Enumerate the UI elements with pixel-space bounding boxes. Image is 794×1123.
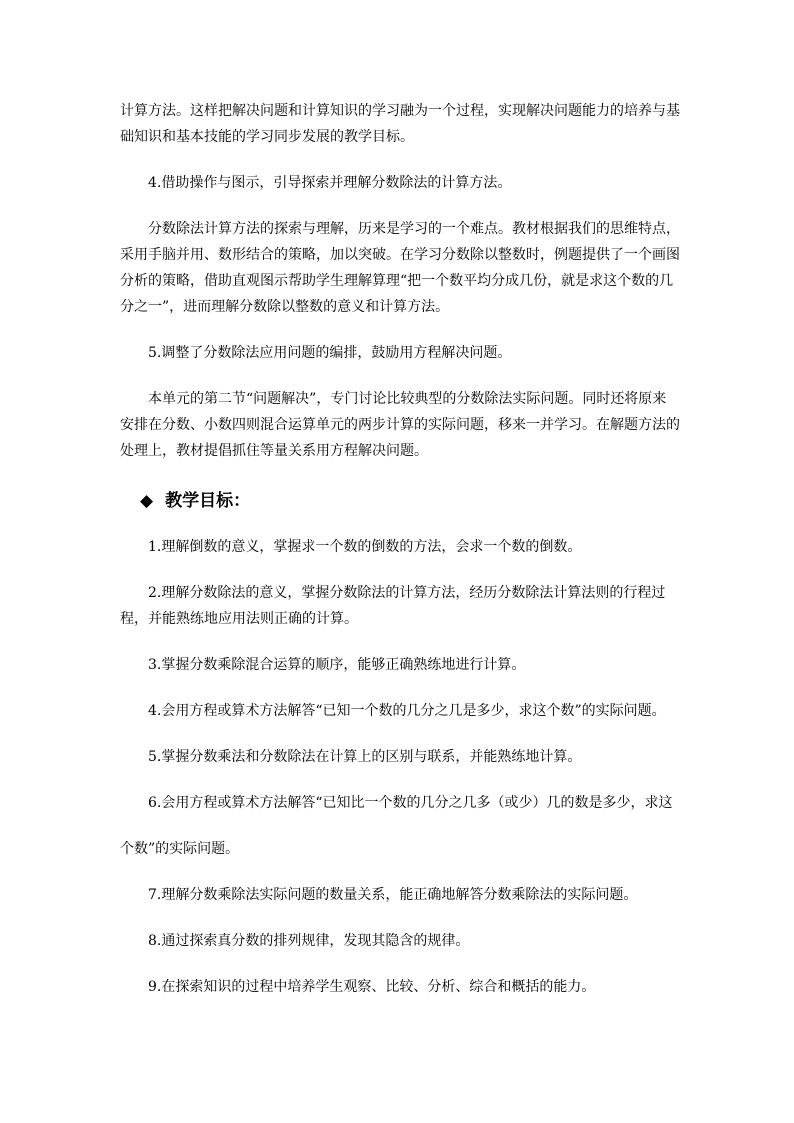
goal-item: 8.通过探索真分数的排列规律，发现其隐含的规律。: [148, 933, 470, 949]
paragraph-line: 础知识和基本技能的学习同步发展的教学目标。: [120, 129, 414, 145]
goal-item: 3.掌握分数乘除混合运算的顺序，能够正确熟练地进行计算。: [148, 657, 526, 673]
diamond-bullet-icon: ◆: [140, 491, 154, 511]
document-body: [120, 0, 680, 1000]
goal-item-continuation: 个数”的实际问题。: [120, 841, 240, 857]
paragraph-line: 计算方法。这样把解决问题和计算知识的学习融为一个过程，实现解决问题能力的培养与基: [120, 103, 680, 119]
section-heading: [120, 488, 680, 514]
paragraph: 分数除法计算方法的探索与理解，历来是学习的一个难点。教材根据我们的思维特点，采用手脑并用、数形结合的策略，加以突破。在学习分数除以整数时，例题提供了一个画图分析的策略，借助直观图示帮助学生理解算理“把一个数平均分成几份，就是求这个数的几分之一”，进而理解分数除以整数的意义和计算方法。: [120, 221, 680, 315]
goal-item: 6.会用方程或算术方法解答“已知比一个数的几分之几多（或少）几的数是多少，求这: [148, 795, 673, 811]
list-item: 4.借助操作与图示，引导探索并理解分数除法的计算方法。: [148, 175, 512, 191]
goal-item: 9.在探索知识的过程中培养学生观察、比较、分析、综合和概括的能力。: [148, 979, 596, 995]
list-item: 5.调整了分数除法应用问题的编排，鼓励用方程解决问题。: [148, 345, 512, 361]
goal-item: 7.理解分数乘除法实际问题的数量关系，能正确地解答分数乘除法的实际问题。: [148, 887, 638, 903]
goal-item: 5.掌握分数乘法和分数除法在计算上的区别与联系，并能熟练地计算。: [148, 749, 582, 765]
paragraph: 本单元的第二节“问题解决”，专门讨论比较典型的分数除法实际问题。同时还将原来安排在分数、小数四则混合运算单元的两步计算的实际问题，移来一并学习。在解题方法的处理上，教材提倡抓住等量关系用方程解决问题。: [120, 391, 680, 459]
goal-item: 2.理解分数除法的意义，掌握分数除法的计算方法，经历分数除法计算法则的行程过程，并能熟练地应用法则正确的计算。: [120, 585, 666, 627]
section-title: 教学目标：: [165, 491, 251, 511]
goal-item: 4.会用方程或算术方法解答“已知一个数的几分之几是多少，求这个数”的实际问题。: [148, 703, 666, 719]
goal-item: 1.理解倒数的意义，掌握求一个数的倒数的方法，会求一个数的倒数。: [148, 539, 582, 555]
